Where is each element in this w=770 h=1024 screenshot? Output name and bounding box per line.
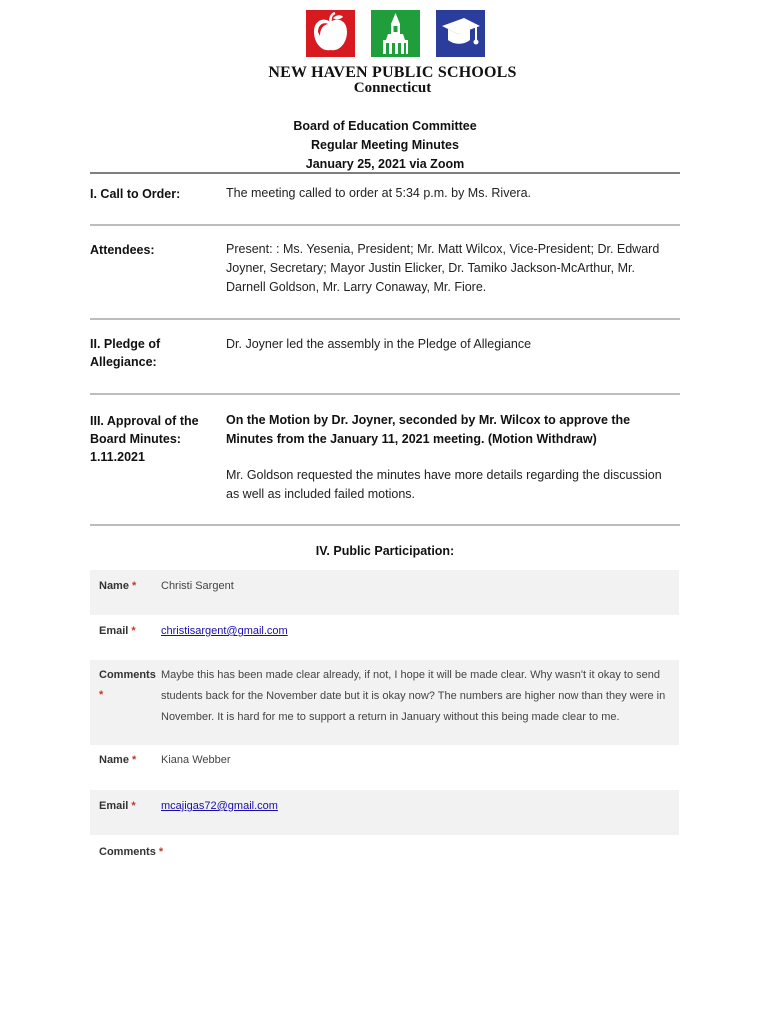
comments-value: Maybe this has been made clear already, if not, I hope it will be made clear. Why wasn't it okay to send students back for the November date but it is okay now? The numbers are higher now than they were in November. It is hard for me to support a return in January without this being made clear to me. — [161, 669, 666, 723]
approval-note: Mr. Goldson requested the minutes have more details regarding the discussion as well as included failed motions. — [226, 468, 662, 501]
district-state: Connecticut — [353, 80, 432, 96]
document-header — [0, 117, 770, 174]
section-divider — [90, 524, 680, 526]
attendees-text: Present: : Ms. Yesenia, President; Mr. Matt Wilcox, Vice-President; Dr. Edward Joyner, Secretary; Mayor Justin Elicker, Dr. Tamiko Jackson-McArthur, Mr. Darnell Goldson, Mr. Larry Conaway, Mr. Fiore. — [226, 242, 660, 294]
apple-icon — [306, 10, 355, 57]
form-row-comments — [90, 835, 679, 883]
name-value: Kiana Webber — [161, 754, 231, 766]
call-to-order-label: I. Call to Order: — [90, 187, 181, 201]
comments-label: Comments * — [99, 669, 156, 701]
email-link[interactable]: christisargent@gmail.com — [161, 625, 288, 637]
meeting-date: January 25, 2021 via Zoom — [305, 157, 465, 171]
form-row-email — [90, 790, 679, 835]
pledge-text: Dr. Joyner led the assembly in the Pledge of Allegiance — [226, 337, 532, 351]
name-label: Name * — [99, 754, 137, 766]
form-row-name — [90, 570, 679, 615]
building-icon — [371, 10, 420, 57]
form-row-name — [90, 745, 679, 790]
minutes-title: Regular Meeting Minutes — [311, 138, 459, 152]
approval-motion: On the Motion by Dr. Joyner, seconded by Mr. Wilcox to approve the Minutes from the January 11, 2021 meeting. (Motion Withdraw) — [226, 413, 631, 446]
district-logo — [0, 8, 770, 98]
name-value: Christi Sargent — [161, 580, 234, 592]
public-participation-title: IV. Public Participation: — [315, 544, 455, 558]
email-label: Email * — [99, 625, 136, 637]
graduation-cap-icon — [436, 10, 485, 57]
call-to-order-text: The meeting called to order at 5:34 p.m. by Ms. Rivera. — [226, 186, 531, 200]
committee-title: Board of Education Committee — [293, 119, 477, 133]
section-divider — [90, 224, 680, 226]
name-label: Name * — [99, 580, 137, 592]
pledge-label: II. Pledge of Allegiance: — [90, 337, 161, 369]
comments-label: Comments * — [99, 846, 164, 858]
approval-label: III. Approval of the Board Minutes: 1.11.2021 — [90, 414, 199, 464]
section-divider — [90, 318, 680, 320]
form-row-comments — [90, 660, 679, 745]
attendees-label: Attendees: — [90, 243, 155, 257]
header-divider — [90, 172, 680, 174]
email-link[interactable]: mcajigas72@gmail.com — [161, 800, 278, 812]
district-name: NEW HAVEN PUBLIC SCHOOLS — [268, 64, 517, 81]
form-row-email — [90, 615, 679, 660]
email-label: Email * — [99, 800, 136, 812]
section-divider — [90, 393, 680, 395]
